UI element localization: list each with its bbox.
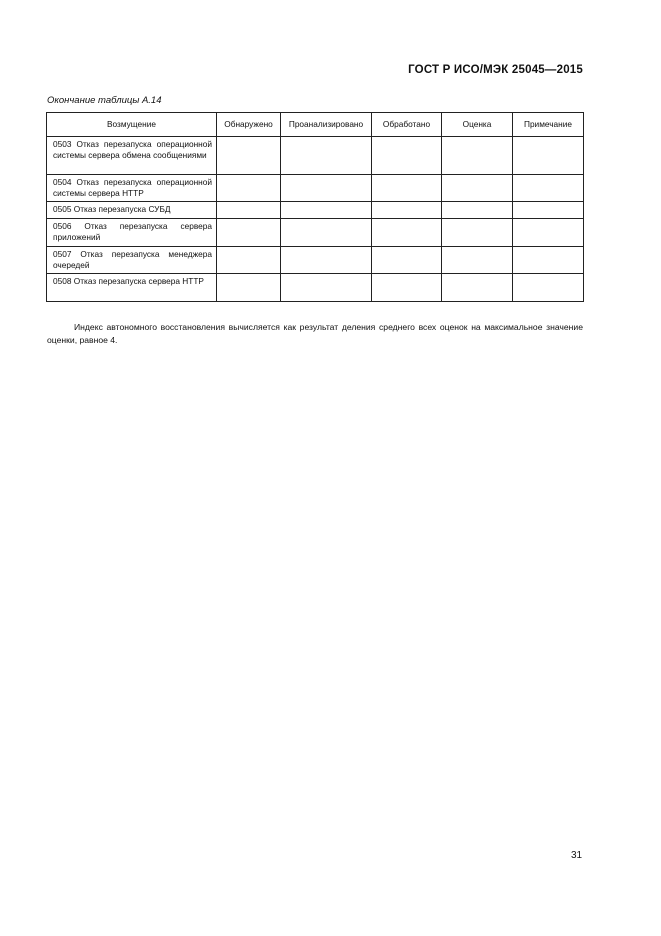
column-header: Обнаружено bbox=[217, 113, 281, 137]
empty-cell bbox=[372, 175, 442, 202]
empty-cell bbox=[442, 175, 513, 202]
disturbance-table bbox=[46, 112, 584, 302]
table-row bbox=[47, 137, 584, 175]
empty-cell bbox=[281, 202, 372, 219]
table-row bbox=[47, 274, 584, 302]
empty-cell bbox=[217, 202, 281, 219]
empty-cell bbox=[281, 137, 372, 175]
empty-cell bbox=[442, 219, 513, 247]
column-header: Оценка bbox=[442, 113, 513, 137]
empty-cell bbox=[513, 247, 584, 274]
body-paragraph: Индекс автономного восстановления вычисляется как результат деления среднего всех оценок на максимальное значение оценки, равное 4. bbox=[47, 322, 583, 345]
empty-cell bbox=[372, 202, 442, 219]
document-header: ГОСТ Р ИСО/МЭК 25045—2015 bbox=[408, 64, 583, 76]
disturbance-cell: 0503 Отказ перезапуска операционной системы сервера обмена сообщениями bbox=[47, 137, 217, 175]
empty-cell bbox=[372, 247, 442, 274]
empty-cell bbox=[513, 219, 584, 247]
empty-cell bbox=[372, 137, 442, 175]
empty-cell bbox=[513, 202, 584, 219]
empty-cell bbox=[281, 247, 372, 274]
disturbance-cell: 0507 Отказ перезапуска менеджера очередей bbox=[47, 247, 217, 274]
empty-cell bbox=[442, 137, 513, 175]
table-header-row bbox=[47, 113, 584, 137]
disturbance-cell: 0506 Отказ перезапуска сервера приложений bbox=[47, 219, 217, 247]
empty-cell bbox=[281, 175, 372, 202]
disturbance-cell: 0505 Отказ перезапуска СУБД bbox=[47, 202, 217, 219]
empty-cell bbox=[281, 274, 372, 302]
table-row bbox=[47, 175, 584, 202]
empty-cell bbox=[442, 274, 513, 302]
empty-cell bbox=[281, 219, 372, 247]
empty-cell bbox=[217, 175, 281, 202]
empty-cell bbox=[217, 247, 281, 274]
column-header: Примечание bbox=[513, 113, 584, 137]
table-caption: Окончание таблицы А.14 bbox=[47, 95, 162, 106]
table-row bbox=[47, 202, 584, 219]
empty-cell bbox=[217, 137, 281, 175]
column-header: Обработано bbox=[372, 113, 442, 137]
empty-cell bbox=[442, 247, 513, 274]
column-header: Возмущение bbox=[47, 113, 217, 137]
empty-cell bbox=[372, 274, 442, 302]
empty-cell bbox=[217, 274, 281, 302]
empty-cell bbox=[217, 219, 281, 247]
table-row bbox=[47, 247, 584, 274]
empty-cell bbox=[513, 274, 584, 302]
page-number: 31 bbox=[571, 850, 583, 861]
empty-cell bbox=[372, 219, 442, 247]
empty-cell bbox=[442, 202, 513, 219]
table-row bbox=[47, 219, 584, 247]
disturbance-cell: 0508 Отказ перезапуска сервера НТТР bbox=[47, 274, 217, 302]
column-header: Проанализировано bbox=[281, 113, 372, 137]
disturbance-cell: 0504 Отказ перезапуска операционной системы сервера НТТР bbox=[47, 175, 217, 202]
empty-cell bbox=[513, 175, 584, 202]
empty-cell bbox=[513, 137, 584, 175]
